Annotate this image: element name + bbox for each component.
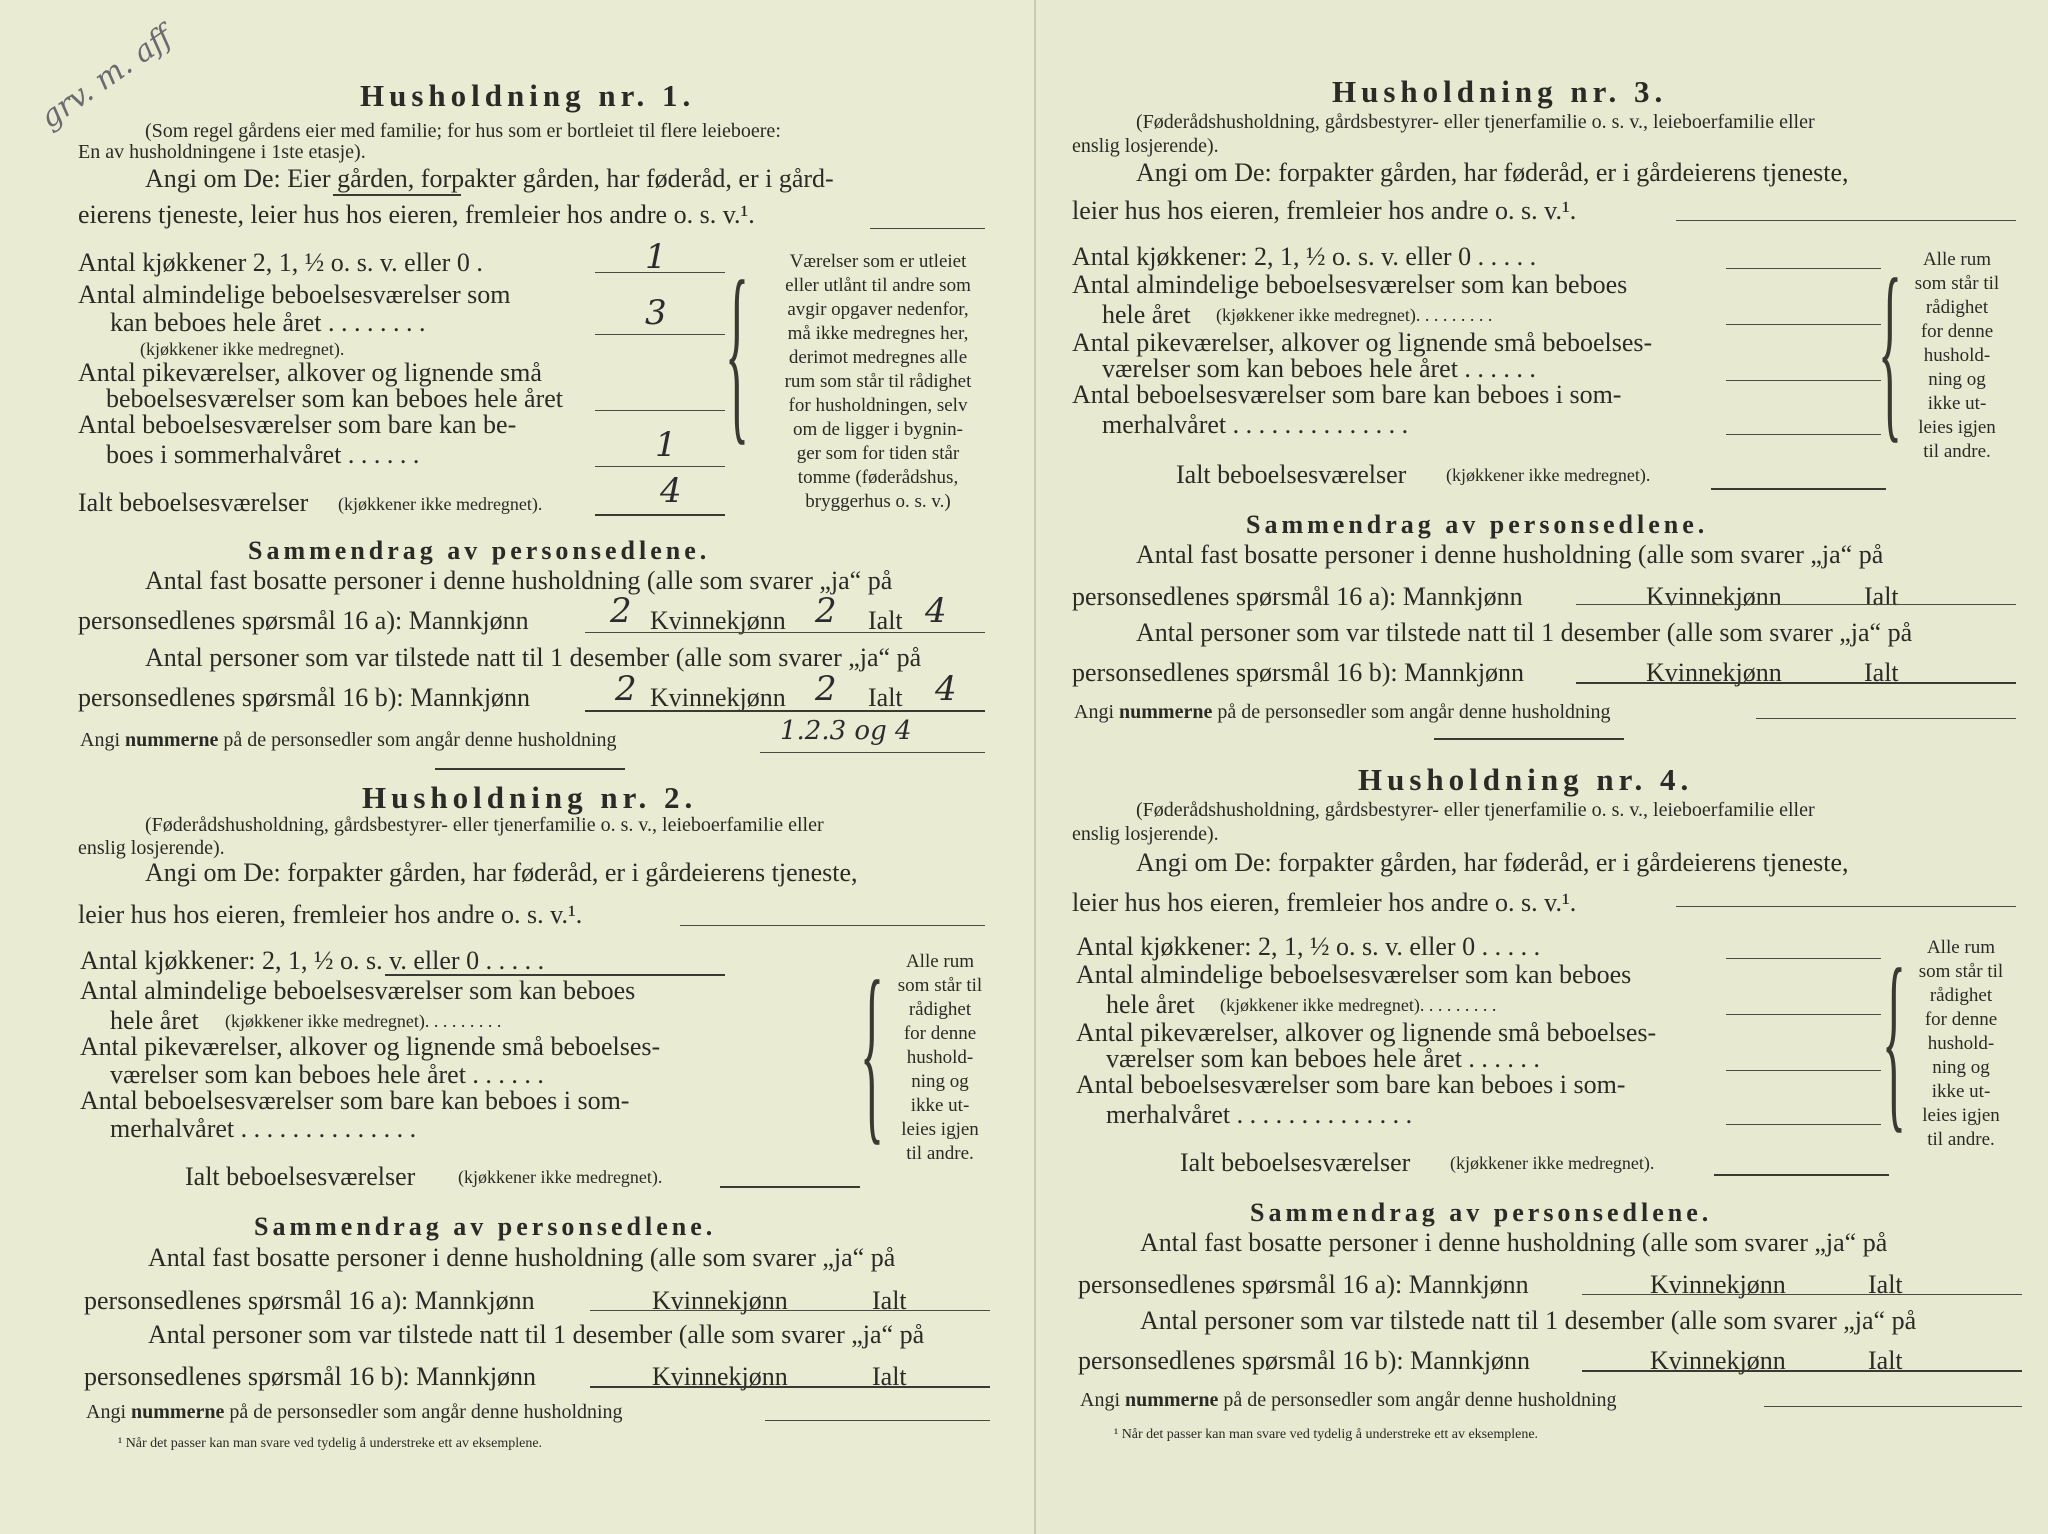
hh1-fast-kvinne-label: Kvinnekjønn	[650, 606, 786, 635]
hh1-ialt-value: 4	[660, 471, 682, 511]
hh2-fast-2: personsedlenes spørsmål 16 a): Mannkjønn	[84, 1286, 535, 1315]
hh4-alm-2: hele året	[1106, 990, 1195, 1019]
hh3-somm-1: Antal beboelsesværelser som bare kan beboes i som-	[1072, 380, 1622, 409]
hh1-fast-ialt-label: Ialt	[868, 606, 903, 635]
hh3-alm-note: (kjøkkener ikke medregnet). . . . . . . . .	[1216, 305, 1493, 325]
hh3-nummer-label: Angi nummerne på de personsedler som angår denne husholdning	[1074, 701, 1611, 723]
hh3-fast-2: personsedlenes spørsmål 16 a): Mannkjønn	[1072, 582, 1523, 611]
hh2-alm-note: (kjøkkener ikke medregnet). . . . . . . . .	[225, 1011, 502, 1031]
hh3-kjokken-line	[1726, 268, 1881, 269]
hh3-ialt-label: Ialt beboelsesværelser	[1176, 460, 1407, 489]
hh1-side-note: Værelser som er utleiet eller utlånt til andre som avgir opgaver nedenfor, må ikke medregnes her, derimot medregnes alle rum som står til rådighet for husholdningen, selv om de ligger i bygnin- ger som for tiden står tomme (føderådshus, bryggerhus o. s. v.)	[784, 251, 972, 512]
hh1-eier-underline	[333, 194, 461, 196]
hh4-alm-1: Antal almindelige beboelsesværelser som kan beboes	[1076, 960, 1632, 989]
hh2-alm-2: hele året	[110, 1006, 199, 1035]
hh2-alm-1: Antal almindelige beboelsesværelser som kan beboes	[80, 976, 636, 1005]
hh1-til-kvinne-label: Kvinnekjønn	[650, 683, 786, 712]
hh3-til-1: Antal personer som var tilstede natt til 1 desember (alle som svarer „ja“ på	[1136, 618, 1913, 647]
hh4-fast-kvinne-label: Kvinnekjønn	[1650, 1270, 1786, 1299]
hh3-angi-2: leier hus hos eieren, fremleier hos andre o. s. v.¹.	[1072, 196, 1577, 225]
hh4-til-1: Antal personer som var tilstede natt til 1 desember (alle som svarer „ja“ på	[1140, 1306, 1917, 1335]
hh2-ialt-line	[720, 1186, 860, 1188]
hh2-fast-kvinne-label: Kvinnekjønn	[652, 1286, 788, 1315]
hh4-fast-line	[1582, 1294, 2022, 1295]
hh3-ialt-line	[1711, 488, 1886, 490]
hh1-fast-mann: 2	[610, 591, 632, 631]
hh1-alm-value: 3	[645, 293, 667, 333]
hh1-pike-line	[595, 410, 725, 411]
hh3-pike-line	[1726, 380, 1881, 381]
hh4-pike-2: værelser som kan beboes hele året . . . . . .	[1106, 1044, 1540, 1073]
hh2-angi-answer-line	[680, 925, 985, 926]
hh2-kjokken: Antal kjøkkener: 2, 1, ½ o. s. v. eller 0 . . . . .	[80, 946, 545, 975]
hh2-nummer-line	[765, 1420, 990, 1421]
hh1-title: Husholdning nr. 1.	[360, 78, 696, 113]
right-page	[1034, 0, 2048, 1534]
hh1-kjokken-value: 1	[645, 237, 667, 277]
hh1-til-2: personsedlenes spørsmål 16 b): Mannkjønn	[78, 683, 531, 712]
hh1-pike-2: beboelsesværelser som kan beboes hele året	[106, 384, 564, 413]
hh4-somm-2: merhalvåret . . . . . . . . . . . . . .	[1106, 1100, 1413, 1129]
hh4-ialt-label: Ialt beboelsesværelser	[1180, 1148, 1411, 1177]
hh4-angi-answer-line	[1676, 906, 2016, 907]
hh2-til-2: personsedlenes spørsmål 16 b): Mannkjønn	[84, 1362, 537, 1391]
hh3-pike-1: Antal pikeværelser, alkover og lignende små beboelses-	[1072, 328, 1653, 357]
hh1-fast-1: Antal fast bosatte personer i denne husholdning (alle som svarer „ja“ på	[145, 566, 893, 595]
hh1-somm-2: boes i sommerhalvåret . . . . . .	[106, 440, 420, 469]
hh1-ialt-note: (kjøkkener ikke medregnet).	[338, 494, 543, 514]
hh1-brace: {	[725, 241, 749, 462]
hh1-summary-title: Sammendrag av personsedlene.	[248, 536, 711, 565]
hh4-somm-line	[1726, 1124, 1881, 1125]
hh3-angi-1: Angi om De: forpakter gården, har føderåd, er i gårdeierens tjeneste,	[1136, 158, 1849, 187]
hh4-fast-ialt-label: Ialt	[1868, 1270, 1903, 1299]
hh1-fast-ialt: 4	[925, 591, 947, 631]
hh3-intro-1: (Føderådshusholdning, gårdsbestyrer- eller tjenerfamilie o. s. v., leieboerfamilie eller	[1136, 111, 1815, 133]
hh2-til-ialt-label: Ialt	[872, 1362, 907, 1391]
hh2-angi-2: leier hus hos eieren, fremleier hos andre o. s. v.¹.	[78, 900, 583, 929]
hh3-kjokken: Antal kjøkkener: 2, 1, ½ o. s. v. eller 0 . . . . .	[1072, 242, 1537, 271]
hh3-ialt-note: (kjøkkener ikke medregnet).	[1446, 465, 1651, 485]
hh2-intro-1: (Føderådshusholdning, gårdsbestyrer- eller tjenerfamilie o. s. v., leieboerfamilie eller	[145, 814, 824, 836]
hh3-til-ialt-label: Ialt	[1864, 658, 1899, 687]
hh3-angi-answer-line	[1676, 220, 2016, 221]
hh1-fast-line	[585, 632, 985, 633]
hh1-alm-note: (kjøkkener ikke medregnet).	[140, 339, 345, 359]
hh3-title: Husholdning nr. 3.	[1332, 74, 1668, 109]
hh4-ialt-note: (kjøkkener ikke medregnet).	[1450, 1153, 1655, 1173]
hh3-fast-ialt-label: Ialt	[1864, 582, 1899, 611]
right-footnote: ¹ Når det passer kan man svare ved tydelig å understreke ett av eksemplene.	[1114, 1427, 1539, 1442]
hh1-alm-2: kan beboes hele året . . . . . . . .	[110, 308, 426, 337]
hh1-pike-1: Antal pikeværelser, alkover og lignende små	[78, 358, 542, 387]
hh4-side-note: Alle rum som står til rådighet for denne hushold- ning og ikke ut- leies igjen til andre.	[1918, 937, 2004, 1150]
hh1-angi-2: eierens tjeneste, leier hus hos eieren, fremleier hos andre o. s. v.¹.	[78, 200, 755, 229]
hh2-angi-1: Angi om De: forpakter gården, har føderåd, er i gårdeierens tjeneste,	[145, 858, 858, 887]
hh1-angi-1: Angi om De: Eier gården, forpakter gården, har føderåd, er i gård-	[145, 164, 834, 193]
hh4-nummer-label: Angi nummerne på de personsedler som angår denne husholdning	[1080, 1389, 1617, 1411]
hh4-summary-title: Sammendrag av personsedlene.	[1250, 1198, 1713, 1227]
hh2-fast-1: Antal fast bosatte personer i denne husholdning (alle som svarer „ja“ på	[148, 1243, 896, 1272]
hh3-nummer-line	[1756, 718, 2016, 719]
hh2-somm-2: merhalvåret . . . . . . . . . . . . . .	[110, 1114, 417, 1143]
hh4-ialt-line	[1714, 1174, 1889, 1176]
hh1-til-ialt: 4	[935, 669, 957, 709]
hh1-kjokken-line	[595, 272, 725, 273]
hh4-alm-note: (kjøkkener ikke medregnet). . . . . . . . .	[1220, 995, 1497, 1015]
hh3-alm-1: Antal almindelige beboelsesværelser som kan beboes	[1072, 270, 1628, 299]
hh1-ialt-label: Ialt beboelsesværelser	[78, 488, 309, 517]
hh3-side-note: Alle rum som står til rådighet for denne hushold- ning og ikke ut- leies igjen til andre.	[1914, 249, 2000, 462]
hh4-til-2: personsedlenes spørsmål 16 b): Mannkjønn	[1078, 1346, 1531, 1375]
hh2-title: Husholdning nr. 2.	[362, 780, 698, 815]
hh2-fast-ialt-label: Ialt	[872, 1286, 907, 1315]
hh2-pike-1: Antal pikeværelser, alkover og lignende små beboelses-	[80, 1032, 661, 1061]
hh3-somm-line	[1726, 434, 1881, 435]
hh4-intro-1: (Føderådshusholdning, gårdsbestyrer- eller tjenerfamilie o. s. v., leieboerfamilie eller	[1136, 799, 1815, 821]
hh1-til-line	[585, 710, 985, 712]
hh4-nummer-line	[1764, 1406, 2022, 1407]
hh3-fast-1: Antal fast bosatte personer i denne husholdning (alle som svarer „ja“ på	[1136, 540, 1884, 569]
hh2-fast-line	[590, 1310, 990, 1311]
hh4-somm-1: Antal beboelsesværelser som bare kan beboes i som-	[1076, 1070, 1626, 1099]
hh2-summary-title: Sammendrag av personsedlene.	[254, 1212, 717, 1241]
hh3-alm-line	[1726, 324, 1881, 325]
hh1-somm-line	[595, 466, 725, 467]
hh4-fast-2: personsedlenes spørsmål 16 a): Mannkjønn	[1078, 1270, 1529, 1299]
hh1-til-mann: 2	[615, 669, 637, 709]
hh2-til-line	[590, 1386, 990, 1388]
hh3-til-line	[1576, 682, 2016, 684]
hh2-brace: {	[860, 941, 884, 1162]
hh1-fast-2: personsedlenes spørsmål 16 a): Mannkjønn	[78, 606, 529, 635]
hh3-summary-title: Sammendrag av personsedlene.	[1246, 510, 1709, 539]
hh1-ialt-line	[595, 514, 725, 516]
hh4-til-line	[1582, 1370, 2022, 1372]
hh1-somm-value: 1	[655, 425, 677, 465]
hh1-alm-1: Antal almindelige beboelsesværelser som	[78, 280, 511, 309]
hh4-til-ialt-label: Ialt	[1868, 1346, 1903, 1375]
hh1-nummer-label: Angi nummerne på de personsedler som angår denne husholdning	[80, 729, 617, 751]
hh1-nummer-value: 1.2.3 og 4	[780, 716, 912, 746]
hh1-somm-1: Antal beboelsesværelser som bare kan be-	[78, 410, 517, 439]
hh3-til-kvinne-label: Kvinnekjønn	[1646, 658, 1782, 687]
hh2-til-1: Antal personer som var tilstede natt til 1 desember (alle som svarer „ja“ på	[148, 1320, 925, 1349]
hh4-intro-2: enslig losjerende).	[1072, 823, 1219, 845]
hh4-kjokken: Antal kjøkkener: 2, 1, ½ o. s. v. eller 0 . . . . .	[1076, 932, 1541, 961]
hh1-kjokken-label: Antal kjøkkener 2, 1, ½ o. s. v. eller 0 .	[78, 248, 483, 277]
hh3-brace: {	[1878, 239, 1902, 460]
hh1-fast-kvinne: 2	[815, 591, 837, 631]
hh4-angi-1: Angi om De: forpakter gården, har føderåd, er i gårdeierens tjeneste,	[1136, 848, 1849, 877]
hh4-alm-line	[1726, 1014, 1881, 1015]
hh1-til-1: Antal personer som var tilstede natt til 1 desember (alle som svarer „ja“ på	[145, 643, 922, 672]
hh1-alm-line	[595, 334, 725, 335]
hh4-pike-line	[1726, 1070, 1881, 1071]
hh1-intro-2: En av husholdningene i 1ste etasje).	[78, 141, 366, 163]
hh1-til-kvinne: 2	[815, 669, 837, 709]
hh3-fast-line	[1576, 604, 2016, 605]
hh2-til-kvinne-label: Kvinnekjønn	[652, 1362, 788, 1391]
left-footnote: ¹ Når det passer kan man svare ved tydelig å understreke ett av eksemplene.	[118, 1436, 543, 1451]
hh4-til-kvinne-label: Kvinnekjønn	[1650, 1346, 1786, 1375]
hh3-divider	[1434, 738, 1624, 740]
hh4-kjokken-line	[1726, 958, 1881, 959]
hh4-fast-1: Antal fast bosatte personer i denne husholdning (alle som svarer „ja“ på	[1140, 1228, 1888, 1257]
margin-scribble: grv. m. aff	[33, 19, 179, 136]
hh4-angi-2: leier hus hos eieren, fremleier hos andre o. s. v.¹.	[1072, 888, 1577, 917]
hh2-ialt-label: Ialt beboelsesværelser	[185, 1162, 416, 1191]
hh4-brace: {	[1882, 929, 1906, 1150]
hh3-pike-2: værelser som kan beboes hele året . . . . . .	[1102, 354, 1536, 383]
hh2-side-note: Alle rum som står til rådighet for denne hushold- ning og ikke ut- leies igjen til andre.	[897, 951, 983, 1164]
hh4-title: Husholdning nr. 4.	[1358, 762, 1694, 797]
hh2-pike-2: værelser som kan beboes hele året . . . . . .	[110, 1060, 544, 1089]
hh3-alm-2: hele året	[1102, 300, 1191, 329]
hh4-pike-1: Antal pikeværelser, alkover og lignende små beboelses-	[1076, 1018, 1657, 1047]
hh1-intro-1: (Som regel gårdens eier med familie; for hus som er bortleiet til flere leieboere:	[145, 120, 781, 142]
hh1-nummer-line	[760, 752, 985, 753]
hh3-fast-kvinne-label: Kvinnekjønn	[1646, 582, 1782, 611]
hh2-intro-2: enslig losjerende).	[78, 837, 225, 859]
hh1-til-ialt-label: Ialt	[868, 683, 903, 712]
hh2-nummer-label: Angi nummerne på de personsedler som angår denne husholdning	[86, 1401, 623, 1423]
hh3-til-2: personsedlenes spørsmål 16 b): Mannkjønn	[1072, 658, 1525, 687]
hh3-intro-2: enslig losjerende).	[1072, 135, 1219, 157]
hh3-somm-2: merhalvåret . . . . . . . . . . . . . .	[1102, 410, 1409, 439]
hh2-somm-1: Antal beboelsesværelser som bare kan beboes i som-	[80, 1086, 630, 1115]
hh1-divider	[435, 768, 625, 770]
hh1-angi-answer-line	[870, 228, 985, 229]
hh2-ialt-note: (kjøkkener ikke medregnet).	[458, 1167, 663, 1187]
